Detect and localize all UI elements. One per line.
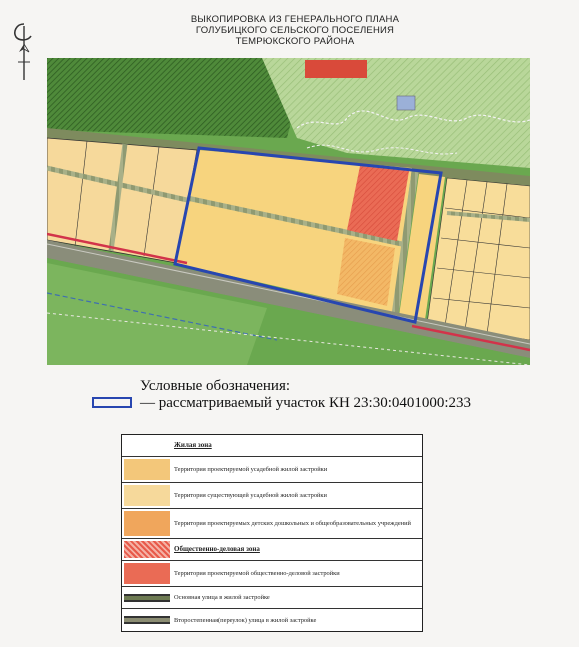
legend-row-main-street (122, 587, 422, 609)
legend-row-label: Территория проектируемых детских дошкольных и общеобразовательных учреждений (174, 520, 411, 527)
legend-swatch (124, 485, 170, 506)
legend-swatch (124, 563, 170, 584)
title-line-3: ТЕМРЮКСКОГО РАЙОНА (235, 36, 355, 47)
legend-heading: Условные обозначения: (140, 378, 291, 394)
legend-row-label: Территория существующей усадебной жилой застройки (174, 492, 327, 499)
legend-row-public-business (122, 561, 422, 587)
legend-row-existing-residential (122, 483, 422, 509)
legend-row-label: Второстепенная(переулок) улица в жилой застройке (174, 616, 317, 624)
preschool-zone (337, 238, 395, 306)
legend-line-bottom (124, 622, 170, 624)
general-plan-map (47, 58, 530, 365)
legend-row-projected-residential (122, 457, 422, 483)
plot-boundary-swatch (92, 397, 132, 408)
title-line-2: ГОЛУБИЦКОГО СЕЛЬСКОГО ПОСЕЛЕНИЯ (195, 25, 395, 36)
legend-swatch (124, 459, 170, 480)
forest-zone (47, 58, 297, 138)
legend-row-label: Общественно-деловая зона (174, 545, 260, 553)
legend-row-public-business-zone (122, 539, 422, 561)
plot-boundary-label: — рассматриваемый участок КН 23:30:0401000:233 (140, 395, 472, 411)
legend-swatch (124, 511, 170, 536)
legend-row-secondary-street (122, 609, 422, 631)
legend-row-label: Территория проектируемой усадебной жилой застройки (174, 466, 328, 473)
legend-row-label: Основная улица в жилой застройке (174, 594, 270, 601)
legend-table (121, 434, 423, 632)
legend-row-preschool (122, 509, 422, 539)
map-title (150, 14, 440, 47)
legend-row-label: Жилая зона (174, 441, 212, 449)
legend-row-label: Территория проектируемой общественно-деловой застройки (174, 570, 340, 577)
small-building (397, 96, 415, 110)
legend-row-residential-zone (122, 435, 422, 457)
title-line-1: ВЫКОПИРОВКА ИЗ ГЕНЕРАЛЬНОГО ПЛАНА (190, 14, 400, 25)
legend-swatch-hatch (124, 541, 170, 558)
legend-line-bottom (124, 600, 170, 602)
north-arrow-icon (10, 22, 38, 82)
top-public-building (305, 60, 367, 78)
